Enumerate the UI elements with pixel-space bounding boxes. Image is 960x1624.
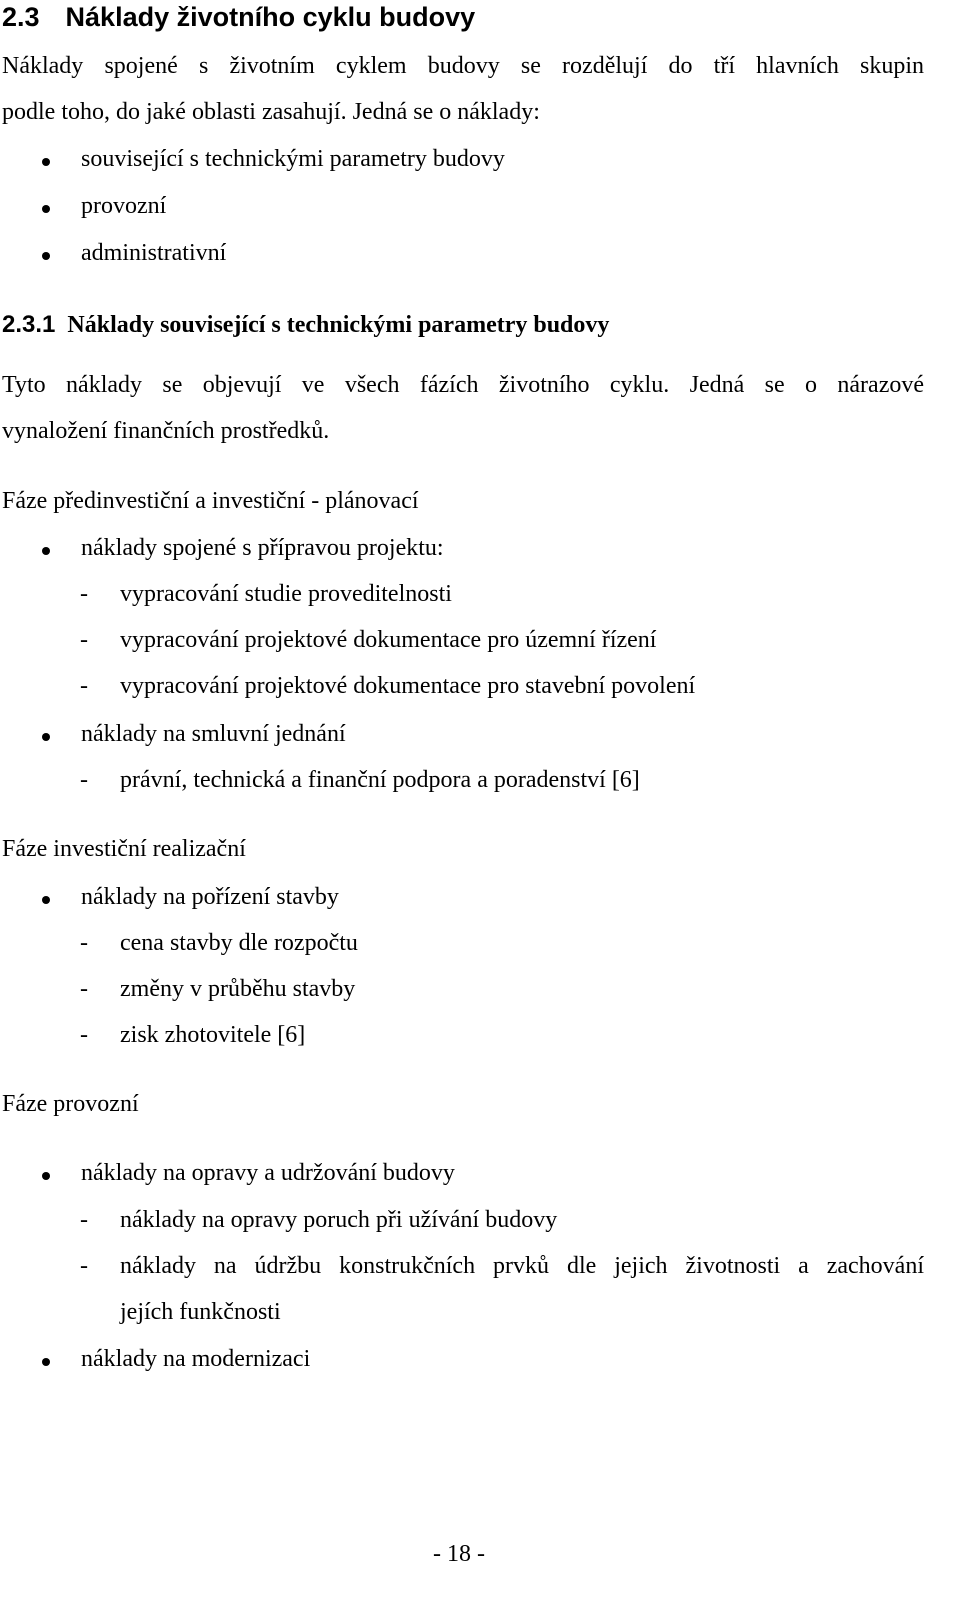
sub-list-item: zisk zhotovitele [6] [120, 1022, 306, 1048]
subsection-number: 2.3.1 [2, 311, 56, 338]
bullet-icon [42, 896, 50, 904]
section-title: Náklady životního cyklu budovy [65, 2, 476, 32]
list-item: náklady na modernizaci [81, 1346, 311, 1372]
dash-marker: - [80, 581, 88, 607]
section-heading [2, 2, 475, 33]
list-item: náklady spojené s přípravou projektu: [81, 535, 444, 561]
dash-marker: - [80, 930, 88, 956]
dash-marker: - [80, 1022, 88, 1048]
phase-title: Fáze investiční realizační [2, 836, 246, 862]
list-item: náklady na opravy a udržování budovy [81, 1160, 455, 1186]
sub-list-item: změny v průběhu stavby [120, 976, 356, 1002]
sub-list-item: náklady na opravy poruch při užívání budovy [120, 1207, 558, 1233]
bullet-icon [42, 205, 50, 213]
dash-marker: - [80, 767, 88, 793]
bullet-icon [42, 252, 50, 260]
phase-title: Fáze provozní [2, 1091, 139, 1117]
dash-marker: - [80, 1207, 88, 1233]
intro-paragraph-line1: Náklady spojené s životním cyklem budovy se rozdělují do tří hlavních skupin [2, 53, 924, 79]
sub-list-item: cena stavby dle rozpočtu [120, 930, 358, 956]
bullet-icon [42, 158, 50, 166]
list-item: náklady na pořízení stavby [81, 884, 339, 910]
subsection-heading [2, 311, 609, 339]
dash-marker: - [80, 976, 88, 1002]
intro-paragraph-line2: podle toho, do jaké oblasti zasahují. Jedná se o náklady: [2, 99, 540, 125]
bullet-icon [42, 547, 50, 555]
list-item: související s technickými parametry budovy [81, 146, 505, 172]
subsection-title: Náklady související s technickými parametry budovy [67, 312, 610, 338]
dash-marker: - [80, 1253, 88, 1279]
subsection-paragraph-line1: Tyto náklady se objevují ve všech fázích životního cyklu. Jedná se o nárazové [2, 372, 924, 398]
sub-list-item: právní, technická a finanční podpora a poradenství [6] [120, 767, 640, 793]
sub-list-item: vypracování projektové dokumentace pro stavební povolení [120, 673, 696, 699]
list-item: provozní [81, 193, 167, 219]
sub-list-item-line2: jejích funkčnosti [120, 1299, 281, 1325]
bullet-icon [42, 1358, 50, 1366]
sub-list-item: vypracování studie proveditelnosti [120, 581, 452, 607]
list-item: náklady na smluvní jednání [81, 721, 346, 747]
dash-marker: - [80, 627, 88, 653]
page-number: - 18 - [433, 1541, 485, 1567]
bullet-icon [42, 1172, 50, 1180]
list-item: administrativní [81, 240, 227, 266]
phase-title: Fáze předinvestiční a investiční - plánovací [2, 488, 419, 514]
sub-list-item: vypracování projektové dokumentace pro územní řízení [120, 627, 657, 653]
dash-marker: - [80, 673, 88, 699]
sub-list-item-line1: náklady na údržbu konstrukčních prvků dle jejich životnosti a zachování [120, 1253, 924, 1279]
bullet-icon [42, 733, 50, 741]
subsection-paragraph-line2: vynaložení finančních prostředků. [2, 418, 330, 444]
section-number: 2.3 [2, 2, 40, 32]
